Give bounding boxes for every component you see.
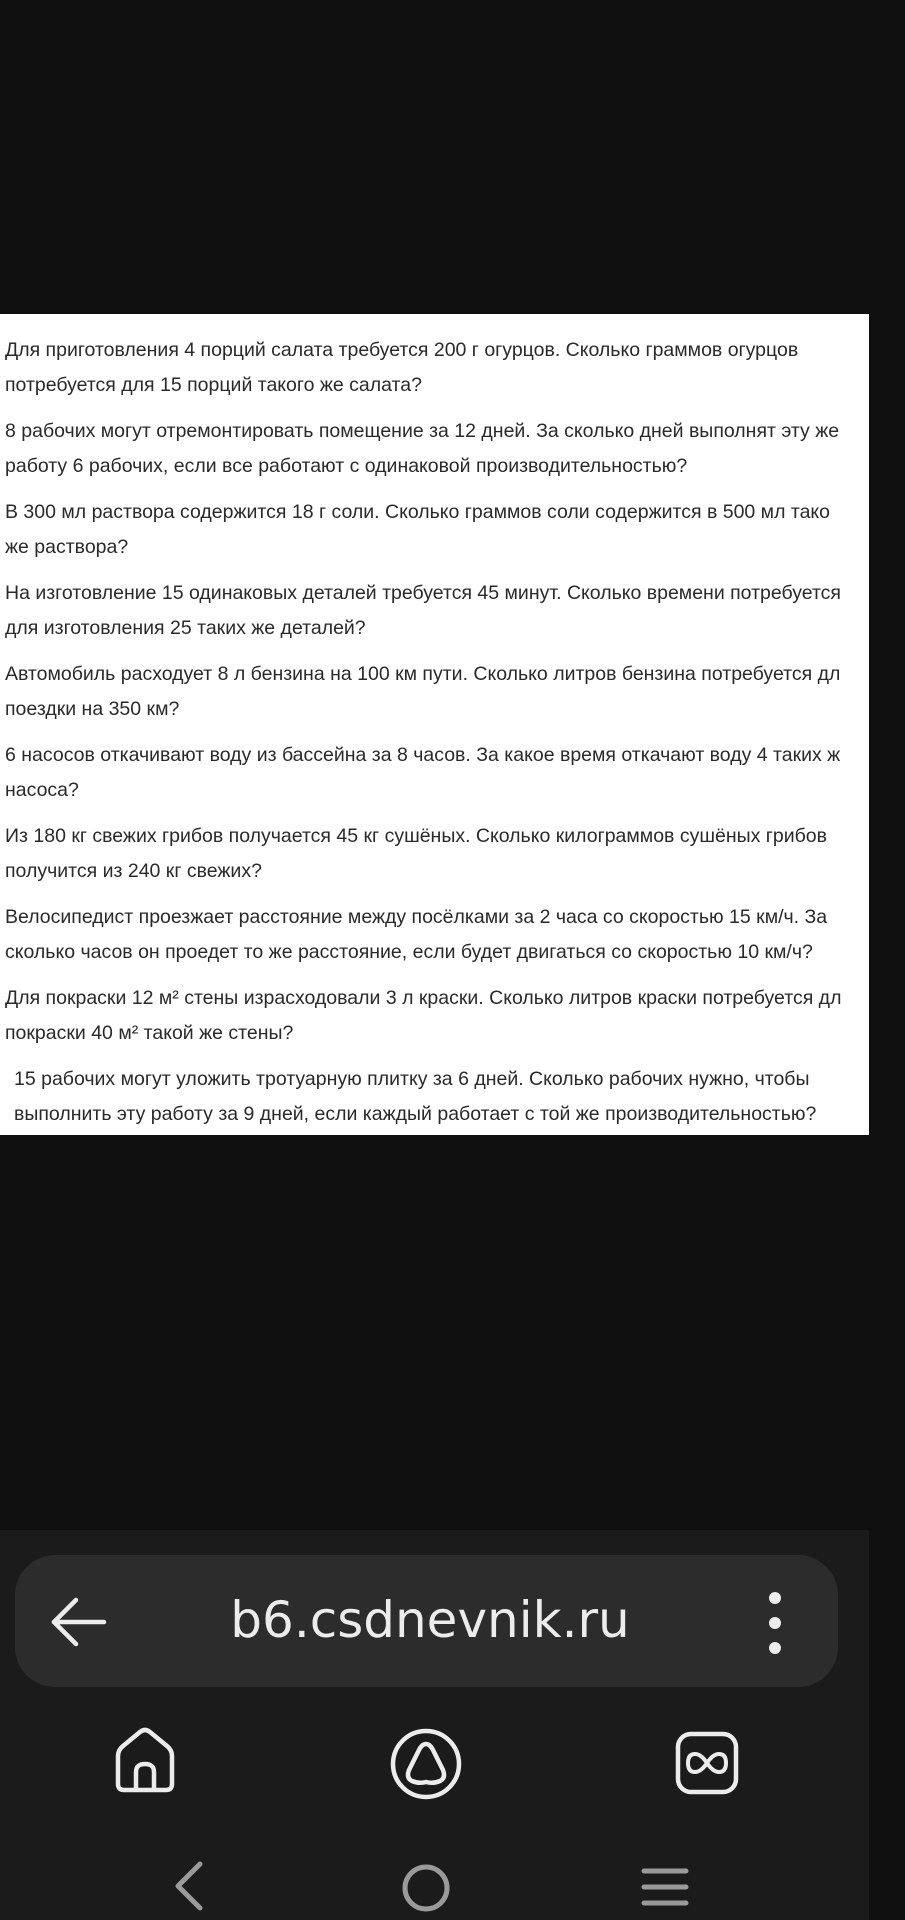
task-9 <box>5 981 905 1051</box>
task-4-line-2: для изготовления 25 таких же деталей? <box>5 617 366 639</box>
task-4-line-1: На изготовление 15 одинаковых деталей требуется 45 минут. Сколько времени потребуется <box>5 582 841 604</box>
task-7-line-1: Из 180 кг свежих грибов получается 45 кг сушёных. Сколько килограммов сушёных грибов <box>5 825 827 847</box>
task-3-line-2: же раствора? <box>5 536 129 558</box>
chevron-left-icon[interactable] <box>170 1860 210 1912</box>
alice-assistant-icon[interactable] <box>388 1726 464 1802</box>
task-8 <box>5 900 905 970</box>
task-10 <box>0 1062 900 1132</box>
task-7 <box>5 819 905 889</box>
task-6-line-2: насоса? <box>5 779 79 801</box>
task-3 <box>5 495 905 565</box>
task-1 <box>5 333 905 403</box>
document-image <box>0 314 869 1135</box>
task-2-line-2: работу 6 рабочих, если все работают с одинаковой производительностью? <box>5 455 688 477</box>
task-10-line-2: выполнить эту работу за 9 дней, если каждый работает с той же производительностью? <box>14 1103 817 1125</box>
circle-home-icon[interactable] <box>400 1862 452 1914</box>
task-1-line-1: Для приготовления 4 порций салата требуется 200 г огурцов. Сколько граммов огурцов <box>5 339 799 361</box>
task-9-line-1: Для покраски 12 м² стены израсходовали 3 л краски. Сколько литров краски потребуется дл <box>5 987 842 1009</box>
url-text[interactable]: b6.csdnevnik.ru <box>230 1591 630 1649</box>
task-8-line-2: сколько часов он проедет то же расстояние, если будет двигаться со скоростью 10 км/ч? <box>5 941 813 963</box>
task-7-line-2: получится из 240 кг свежих? <box>5 860 262 882</box>
home-icon[interactable] <box>110 1726 180 1796</box>
task-6 <box>5 738 905 808</box>
tabs-icon[interactable] <box>674 1730 740 1796</box>
task-3-line-1: В 300 мл раствора содержится 18 г соли. Сколько граммов соли содержится в 500 мл тако <box>5 501 831 523</box>
vertical-dots-icon[interactable] <box>760 1590 790 1656</box>
task-2-line-1: 8 рабочих могут отремонтировать помещение за 12 дней. За сколько дней выполнят эту же <box>5 420 840 442</box>
task-9-line-2: покраски 40 м² такой же стены? <box>5 1022 294 1044</box>
task-5-line-2: поездки на 350 км? <box>5 698 180 720</box>
task-6-line-1: 6 насосов откачивают воду из бассейна за 8 часов. За какое время откачают воду 4 таких ж <box>5 744 841 766</box>
task-8-line-1: Велосипедист проезжает расстояние между посёлками за 2 часа со скоростью 15 км/ч. За <box>5 906 828 928</box>
task-5 <box>5 657 905 727</box>
task-4 <box>5 576 905 646</box>
bottom-black-area <box>0 1135 869 1530</box>
task-1-line-2: потребуется для 15 порций такого же салата? <box>5 374 422 396</box>
top-black-area <box>0 0 869 314</box>
task-2 <box>5 414 905 484</box>
hamburger-icon[interactable] <box>640 1866 690 1908</box>
task-10-line-1: 15 рабочих могут уложить тротуарную плитку за 6 дней. Сколько рабочих нужно, чтобы <box>14 1068 810 1090</box>
arrow-left-icon[interactable] <box>48 1592 108 1652</box>
task-5-line-1: Автомобиль расходует 8 л бензина на 100 км пути. Сколько литров бензина потребуется дл <box>5 663 841 685</box>
